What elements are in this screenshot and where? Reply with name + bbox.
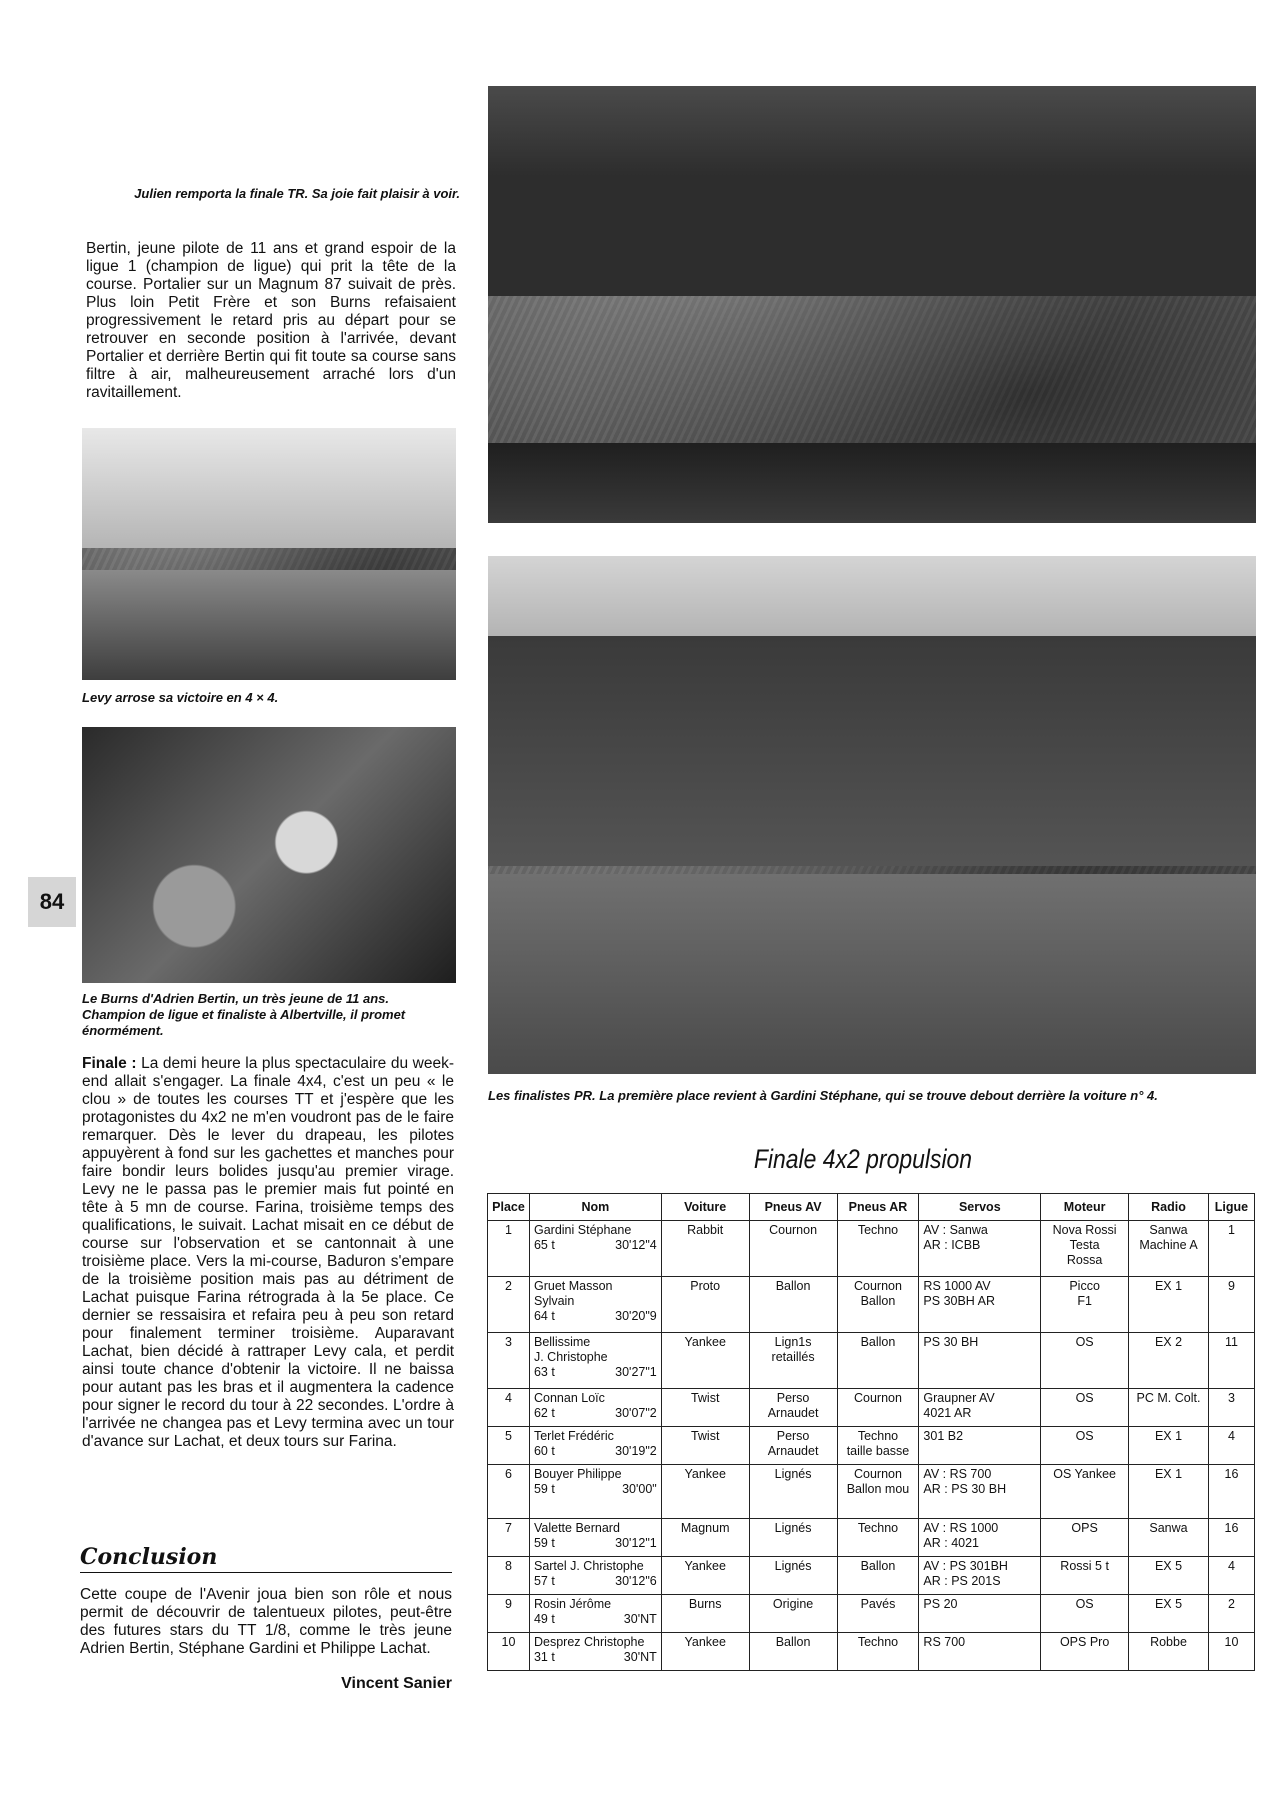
cell-line: 301 B2 [923, 1429, 964, 1443]
cell-pneus-ar [837, 1519, 919, 1557]
cell-radio [1129, 1595, 1209, 1633]
cell-line: Cournon [853, 1391, 902, 1405]
cell-place: 2 [488, 1277, 530, 1333]
caption-burns-photo: Le Burns d'Adrien Bertin, un très jeune de 11 ans. Champion de ligue et finaliste à Albertville, il promet énormément. [82, 991, 406, 1038]
cell-line: Picco [1069, 1279, 1100, 1293]
cell-line: OS [1075, 1597, 1094, 1611]
cell-line: OS [1075, 1391, 1094, 1405]
cell-line: AR : ICBB [923, 1238, 981, 1252]
cell-line: Ballon [775, 1635, 811, 1649]
cell-ligue: 10 [1208, 1633, 1254, 1671]
cell-tours: 59 t [533, 1536, 555, 1550]
table-row [488, 1595, 1255, 1633]
cell-line: AV : PS 301BH [923, 1559, 1008, 1573]
cell-servos [919, 1633, 1041, 1671]
cell-line: 4021 AR [923, 1406, 972, 1420]
cell-temps: 30'12"1 [615, 1536, 657, 1550]
cell-line: Valette Bernard [533, 1521, 620, 1535]
table-header-servos: Servos [919, 1194, 1041, 1221]
finale-label: Finale : [82, 1055, 137, 1072]
photo-burns-engine [82, 727, 456, 983]
cell-line: RS 1000 AV [923, 1279, 991, 1293]
cell-place: 7 [488, 1519, 530, 1557]
cell-line: EX 2 [1154, 1335, 1183, 1349]
cell-line: Arnaudet [767, 1444, 819, 1458]
cell-line: Pavés [860, 1597, 896, 1611]
cell-line: Perso [776, 1429, 810, 1443]
table-header-ligue: Ligue [1208, 1194, 1254, 1221]
cell-tours-temps [534, 1650, 657, 1665]
cell-pneus-av [749, 1277, 837, 1333]
cell-radio [1129, 1427, 1209, 1465]
cell-servos [919, 1427, 1041, 1465]
table-row [488, 1519, 1255, 1557]
cell-line: Gruet Masson [533, 1279, 613, 1293]
table-row [488, 1427, 1255, 1465]
cell-moteur [1041, 1333, 1129, 1389]
photo-trophy-celebration [488, 86, 1256, 523]
cell-line: Techno [857, 1521, 899, 1535]
cell-tours-temps [534, 1612, 657, 1627]
cell-servos [919, 1221, 1041, 1277]
cell-line: OPS Pro [1059, 1635, 1110, 1649]
cell-radio [1129, 1333, 1209, 1389]
cell-pneus-av [749, 1389, 837, 1427]
table-header-moteur: Moteur [1041, 1194, 1129, 1221]
cell-servos [919, 1465, 1041, 1519]
cell-nom [529, 1427, 661, 1465]
cell-line: AR : 4021 [923, 1536, 980, 1550]
cell-line: OS [1075, 1429, 1094, 1443]
cell-line: Nova Rossi [1052, 1223, 1117, 1237]
cell-line: Terlet Frédéric [533, 1429, 614, 1443]
cell-line: Sylvain [533, 1294, 575, 1308]
cell-tours: 31 t [533, 1650, 555, 1664]
table-row [488, 1277, 1255, 1333]
cell-line: Perso [776, 1391, 810, 1405]
cell-pneus-ar [837, 1221, 919, 1277]
cell-line: Gardini Stéphane [533, 1223, 632, 1237]
cell-line: RS 700 [923, 1635, 966, 1649]
cell-line: PS 30 BH [923, 1335, 979, 1349]
cell-nom [529, 1633, 661, 1671]
cell-line: J. Christophe [533, 1350, 608, 1364]
cell-radio [1129, 1221, 1209, 1277]
cell-line: AR : PS 30 BH [923, 1482, 1007, 1496]
cell-tours: 64 t [533, 1309, 555, 1323]
table-header-radio: Radio [1129, 1194, 1209, 1221]
cell-line: Rosin Jérôme [533, 1597, 612, 1611]
cell-radio [1129, 1557, 1209, 1595]
cell-line: EX 5 [1154, 1597, 1183, 1611]
cell-nom [529, 1595, 661, 1633]
cell-place: 5 [488, 1427, 530, 1465]
cell-line: Robbe [1150, 1635, 1187, 1649]
cell-place: 4 [488, 1389, 530, 1427]
cell-line: Connan Loïc [533, 1391, 605, 1405]
cell-line: Machine A [1139, 1238, 1198, 1252]
cell-line: Sanwa [1149, 1223, 1188, 1237]
cell-line: PS 30BH AR [923, 1294, 995, 1308]
cell-line: Cournon [853, 1467, 902, 1481]
cell-line: AV : RS 700 [923, 1467, 992, 1481]
cell-ligue: 1 [1208, 1221, 1254, 1277]
cell-pneus-ar [837, 1277, 919, 1333]
table-row [488, 1633, 1255, 1671]
cell-line: Bouyer Philippe [533, 1467, 622, 1481]
table-row [488, 1557, 1255, 1595]
table-header-pneus-av: Pneus AV [749, 1194, 837, 1221]
cell-moteur [1041, 1465, 1129, 1519]
cell-pneus-av [749, 1427, 837, 1465]
caption-finalists-photo: Les finalistes PR. La première place revient à Gardini Stéphane, qui se trouve debout derrière la voiture n° 4. [488, 1088, 1158, 1103]
cell-pneus-av [749, 1595, 837, 1633]
cell-voiture: Yankee [661, 1633, 749, 1671]
cell-voiture: Proto [661, 1277, 749, 1333]
cell-line: OPS [1071, 1521, 1098, 1535]
table-header-place: Place [488, 1194, 530, 1221]
cell-tours-temps [534, 1536, 657, 1551]
cell-tours: 59 t [533, 1482, 555, 1496]
cell-radio [1129, 1389, 1209, 1427]
cell-voiture: Rabbit [661, 1221, 749, 1277]
cell-ligue: 16 [1208, 1465, 1254, 1519]
cell-line: Ballon [860, 1335, 896, 1349]
cell-place: 3 [488, 1333, 530, 1389]
table-header-row [488, 1194, 1255, 1221]
cell-temps: 30'NT [623, 1612, 657, 1626]
cell-line: Testa [1069, 1238, 1100, 1252]
cell-moteur [1041, 1277, 1129, 1333]
cell-voiture: Yankee [661, 1557, 749, 1595]
cell-line: Desprez Christophe [533, 1635, 645, 1649]
cell-servos [919, 1595, 1041, 1633]
table-row [488, 1221, 1255, 1277]
cell-tours: 65 t [533, 1238, 555, 1252]
cell-servos [919, 1389, 1041, 1427]
cell-tours: 49 t [533, 1612, 555, 1626]
paragraph-finale [82, 1055, 454, 1451]
cell-servos [919, 1277, 1041, 1333]
cell-temps: 30'19"2 [615, 1444, 657, 1458]
cell-nom [529, 1221, 661, 1277]
cell-line: Cournon [769, 1223, 818, 1237]
cell-temps: 30'27"1 [615, 1365, 657, 1379]
cell-tours-temps [534, 1444, 657, 1459]
cell-place: 9 [488, 1595, 530, 1633]
cell-line: EX 1 [1154, 1279, 1183, 1293]
cell-pneus-ar [837, 1557, 919, 1595]
cell-radio [1129, 1519, 1209, 1557]
cell-temps: 30'07"2 [615, 1406, 657, 1420]
cell-tours: 62 t [533, 1406, 555, 1420]
cell-line: Lignés [774, 1467, 812, 1481]
cell-servos [919, 1519, 1041, 1557]
paragraph-bertin: Bertin, jeune pilote de 11 ans et grand espoir de la ligue 1 (champion de ligue) qui prit la tête de la course. Portalier sur un Magnum 87 suivait de près. Plus loin Petit Frère et son Burns refaisaient progressivement le retard pris au départ pour se retrouver en seconde position à l'arrivée, devant Portalier et derrière Bertin qui fit toute sa course sans filtre à air, malheureusement arraché lors d'un ravitaillement. [86, 240, 456, 401]
caption-levy-photo: Levy arrose sa victoire en 4 × 4. [82, 690, 279, 705]
cell-line: AR : PS 201S [923, 1574, 1001, 1588]
cell-place: 10 [488, 1633, 530, 1671]
cell-moteur [1041, 1221, 1129, 1277]
page-number: 84 [28, 877, 76, 927]
cell-radio [1129, 1633, 1209, 1671]
cell-pneus-av [749, 1221, 837, 1277]
cell-voiture: Yankee [661, 1465, 749, 1519]
table-header-voiture: Voiture [661, 1194, 749, 1221]
table-row [488, 1465, 1255, 1519]
table-header-pneus-ar: Pneus AR [837, 1194, 919, 1221]
cell-tours-temps [534, 1365, 657, 1380]
cell-tours: 63 t [533, 1365, 555, 1379]
finale-text: La demi heure la plus spectaculaire du week-end allait s'engager. La finale 4x4, c'est un peu « le clou » de toutes les courses TT et j'espère que les protagonistes du 4x2 ne m'en voudront pas de le faire remarquer. Dès le lever du drapeau, les pilotes appuyèrent à fond sur les gachettes et manches pour faire bondir leurs bolides jusqu'au premier virage. Levy ne le passa pas le premier mais fut pointé en tête à 5 mn de course. Farina, troisième temps des qualifications, le suivait. Lachat misait en ce début de course sur l'observation et se cantonnait à une troisième place. Vers la mi-course, Baduron s'empare de la troisième position mais pas au détriment de Lachat puisque Farina rétrograda à la 5e place. Ce dernier se ressaisira et refaira peu à peu son retard pour finalement terminer troisième. Auparavant Lachat, bien décidé à rattraper Levy cala, et perdit ainsi toute chance d'obtenir la victoire. Il ne baissa pour autant pas les bras et il augmentera la cadence pour signer le record du tour à 22 secondes. L'ordre à l'arrivée ne changea pas et Levy termina avec un tour d'avance sur Lachat, et deux tours sur Farina. [82, 1055, 454, 1450]
cell-line: PS 20 [923, 1597, 958, 1611]
cell-pneus-ar [837, 1633, 919, 1671]
cell-pneus-ar [837, 1465, 919, 1519]
cell-pneus-ar [837, 1427, 919, 1465]
cell-line: AV : RS 1000 [923, 1521, 999, 1535]
conclusion-heading: Conclusion [80, 1544, 452, 1573]
cell-line: Techno [857, 1429, 899, 1443]
cell-ligue: 2 [1208, 1595, 1254, 1633]
cell-line: Ballon mou [846, 1482, 910, 1496]
cell-line: Rossi 5 t [1060, 1559, 1109, 1573]
cell-line: Ballon [860, 1559, 896, 1573]
cell-radio [1129, 1465, 1209, 1519]
cell-pneus-av [749, 1557, 837, 1595]
cell-servos [919, 1557, 1041, 1595]
cell-place: 8 [488, 1557, 530, 1595]
table-row [488, 1389, 1255, 1427]
cell-line: Ballon [775, 1279, 811, 1293]
cell-moteur [1041, 1389, 1129, 1427]
cell-pneus-av [749, 1633, 837, 1671]
cell-moteur [1041, 1595, 1129, 1633]
cell-line: Graupner AV [923, 1391, 995, 1405]
cell-tours-temps [534, 1406, 657, 1421]
cell-line: Ballon [860, 1294, 896, 1308]
cell-ligue: 4 [1208, 1427, 1254, 1465]
cell-pneus-ar [837, 1389, 919, 1427]
cell-ligue: 4 [1208, 1557, 1254, 1595]
cell-line: Lign1s [774, 1335, 812, 1349]
cell-pneus-av [749, 1333, 837, 1389]
cell-tours-temps [534, 1238, 657, 1253]
cell-voiture: Twist [661, 1427, 749, 1465]
cell-place: 6 [488, 1465, 530, 1519]
cell-moteur [1041, 1557, 1129, 1595]
cell-temps: 30'NT [623, 1650, 657, 1664]
cell-voiture: Magnum [661, 1519, 749, 1557]
cell-tours-temps [534, 1574, 657, 1589]
photo-finalists [488, 556, 1256, 1074]
cell-line: Cournon [853, 1279, 902, 1293]
cell-pneus-ar [837, 1333, 919, 1389]
cell-line: OS [1075, 1335, 1094, 1349]
cell-line: EX 5 [1154, 1559, 1183, 1573]
caption-top-photo: Julien remporta la finale TR. Sa joie fait plaisir à voir. [134, 186, 460, 201]
cell-pneus-av [749, 1519, 837, 1557]
results-table [487, 1193, 1255, 1671]
cell-temps: 30'12"4 [615, 1238, 657, 1252]
cell-tours: 57 t [533, 1574, 555, 1588]
cell-line: EX 1 [1154, 1467, 1183, 1481]
cell-moteur [1041, 1427, 1129, 1465]
cell-line: Rossa [1066, 1253, 1103, 1267]
cell-tours-temps [534, 1309, 657, 1324]
cell-line: AV : Sanwa [923, 1223, 988, 1237]
cell-line: Bellissime [533, 1335, 591, 1349]
cell-line: Arnaudet [767, 1406, 819, 1420]
cell-line: F1 [1077, 1294, 1092, 1308]
cell-ligue: 16 [1208, 1519, 1254, 1557]
cell-line: Techno [857, 1635, 899, 1649]
cell-line: retaillés [771, 1350, 815, 1364]
cell-temps: 30'00" [622, 1482, 657, 1496]
table-row [488, 1333, 1255, 1389]
cell-ligue: 11 [1208, 1333, 1254, 1389]
cell-line: PC M. Colt. [1136, 1391, 1201, 1405]
cell-line: Techno [857, 1223, 899, 1237]
cell-nom [529, 1519, 661, 1557]
cell-tours-temps [534, 1482, 657, 1497]
cell-nom [529, 1557, 661, 1595]
cell-line: Sanwa [1149, 1521, 1188, 1535]
cell-moteur [1041, 1519, 1129, 1557]
cell-voiture: Yankee [661, 1333, 749, 1389]
cell-radio [1129, 1277, 1209, 1333]
cell-temps: 30'12"6 [615, 1574, 657, 1588]
cell-tours: 60 t [533, 1444, 555, 1458]
cell-servos [919, 1333, 1041, 1389]
table-title: Finale 4x2 propulsion [753, 1144, 973, 1174]
cell-line: Lignés [774, 1559, 812, 1573]
cell-line: Origine [772, 1597, 814, 1611]
cell-moteur [1041, 1633, 1129, 1671]
cell-line: OS Yankee [1053, 1467, 1116, 1481]
paragraph-conclusion: Cette coupe de l'Avenir joua bien son rôle et nous permit de découvrir de talentueux pilotes, peut-être des futures stars du TT 1/8, comme le très jeune Adrien Bertin, Stéphane Gardini et Philippe Lachat. [80, 1586, 452, 1657]
cell-nom [529, 1465, 661, 1519]
cell-ligue: 3 [1208, 1389, 1254, 1427]
cell-nom [529, 1277, 661, 1333]
cell-voiture: Burns [661, 1595, 749, 1633]
cell-nom [529, 1389, 661, 1427]
cell-line: Sartel J. Christophe [533, 1559, 644, 1573]
cell-pneus-av [749, 1465, 837, 1519]
photo-levy-victory [82, 428, 456, 680]
cell-temps: 30'20"9 [615, 1309, 657, 1323]
cell-nom [529, 1333, 661, 1389]
cell-line: taille basse [846, 1444, 910, 1458]
cell-ligue: 9 [1208, 1277, 1254, 1333]
table-header-nom: Nom [529, 1194, 661, 1221]
cell-pneus-ar [837, 1595, 919, 1633]
cell-line: Lignés [774, 1521, 812, 1535]
author-signature: Vincent Sanier [341, 1675, 452, 1692]
cell-line: EX 1 [1154, 1429, 1183, 1443]
cell-place: 1 [488, 1221, 530, 1277]
cell-voiture: Twist [661, 1389, 749, 1427]
